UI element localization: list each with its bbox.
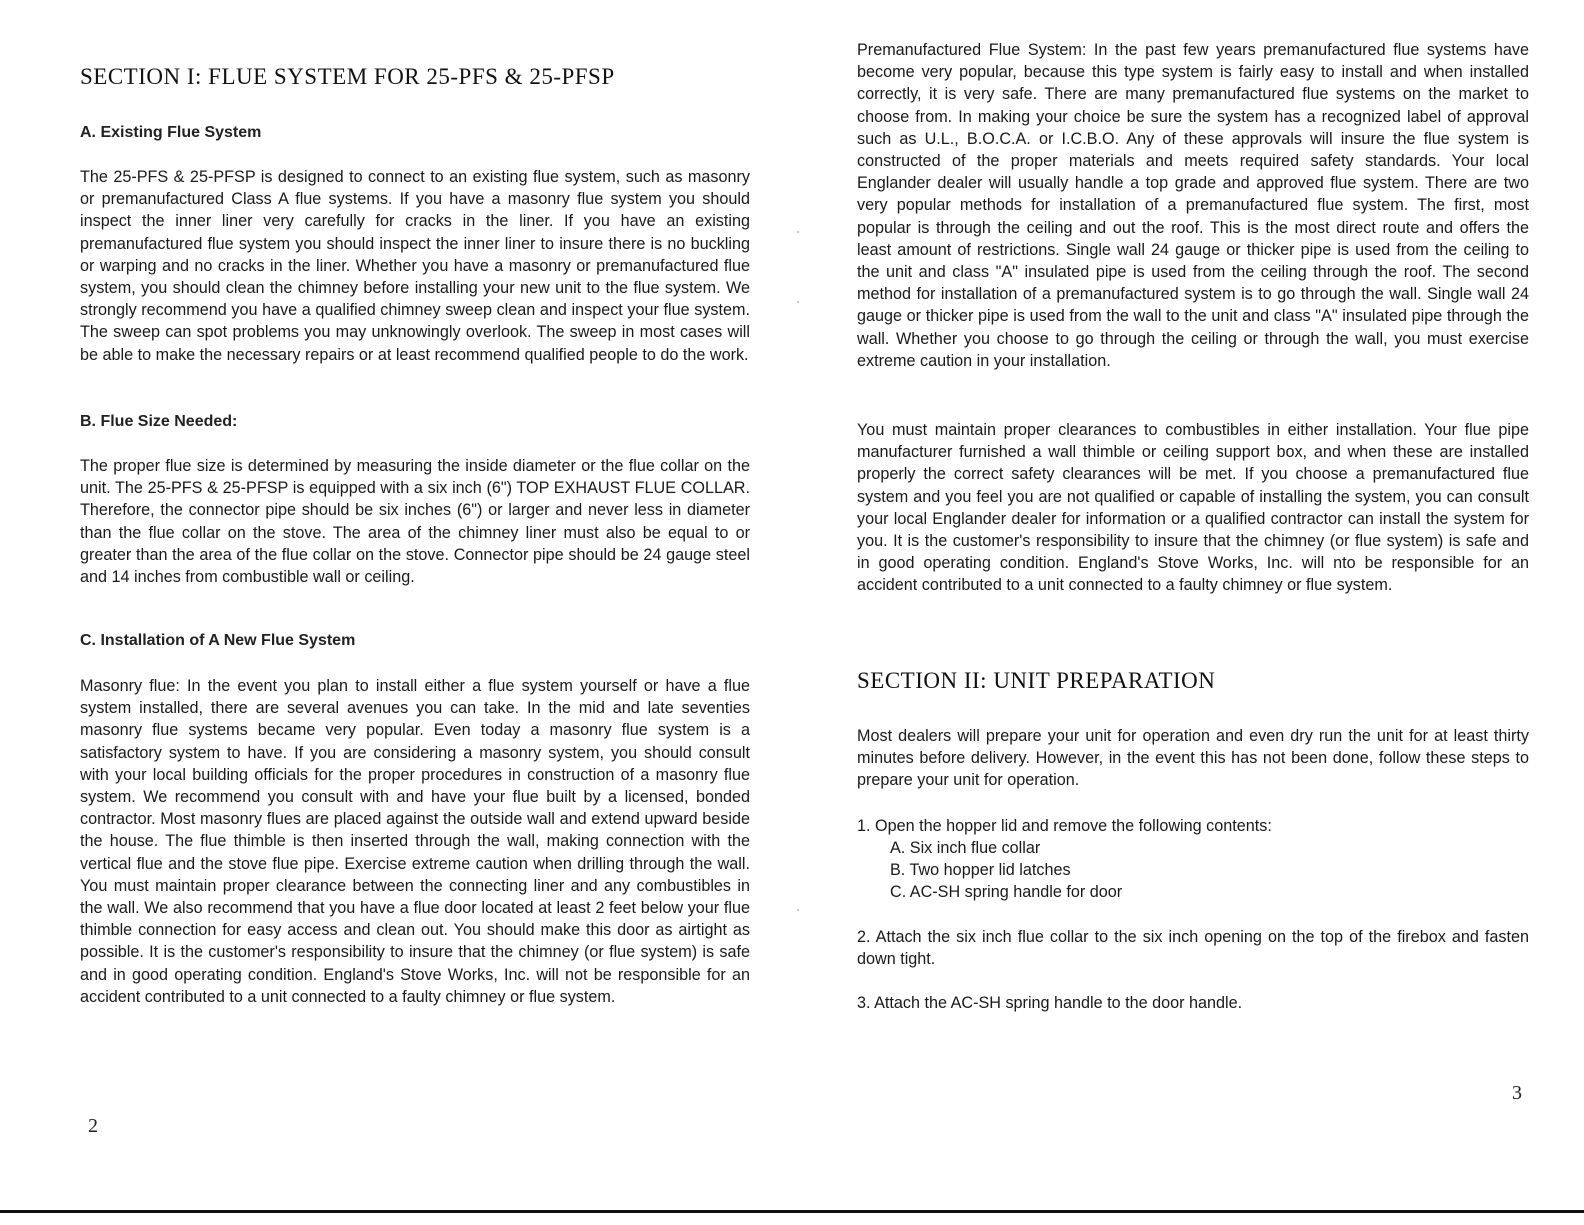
page-number-right: 3 bbox=[1512, 1082, 1522, 1104]
step-2: 2. Attach the six inch flue collar to the six inch opening on the top of the firebox and fasten down tight. bbox=[857, 928, 1529, 969]
scan-speck bbox=[797, 301, 799, 303]
subheading-flue-size: B. Flue Size Needed: bbox=[80, 413, 238, 430]
scan-speck bbox=[797, 909, 799, 911]
paragraph-premanufactured-flue: Premanufactured Flue System: In the past few years premanufactured flue systems have become very popular, because this type system is fairly easy to install and when installed correctly, it is very safe. There are many premanufactured flue systems on the market to choose from. In making your choice be sure the system has a recognized label of approval such as U.L., B.O.C.A. or I.C.B.O. Any of these approvals will insure the flue system is constructed of the proper materials and meets required safety standards. Your local Englander dealer will usually handle a top grade and approved flue system. There are two very popular methods for installation of a premanufactured flue system. The first, most popular is through the ceiling and out the roof. This is the most direct route and offers the least amount of restrictions. Single wall 24 gauge or thicker pipe is used from the ceiling to the unit and class "A" insulated pipe is used from the ceiling through the roof. The second method for installation of a premanufactured system is to go through the wall. Single wall 24 gauge or thicker pipe is used from the wall to the unit and class "A" insulated pipe through the wall. Whether you choose to go through the ceiling or through the wall, you must exercise extreme caution in your installation. bbox=[857, 41, 1529, 370]
section-2-title: SECTION II: UNIT PREPARATION bbox=[857, 668, 1216, 693]
subheading-existing-flue: A. Existing Flue System bbox=[80, 124, 262, 141]
step-1-item-c: C. AC-SH spring handle for door bbox=[890, 883, 1123, 901]
bottom-edge-rule bbox=[0, 1210, 1584, 1213]
paragraph-unit-preparation: Most dealers will prepare your unit for operation and even dry run the unit for at least thirty minutes before delivery. However, in the event this has not been done, follow these steps to prepare your unit for operation. bbox=[857, 727, 1529, 790]
step-1: 1. Open the hopper lid and remove the following contents: bbox=[857, 817, 1272, 835]
paragraph-masonry-flue: Masonry flue: In the event you plan to install either a flue system yourself or have a flue system installed, there are several avenues you can take. In the mid and late seventies masonry flue systems became very popular. Even today a masonry flue system is a satisfactory system to have. If you are considering a masonry system, you should consult with your local building officials for the proper procedures in construction of a masonry flue system. We recommend you consult with and have your flue built by a licensed, bonded contractor. Most masonry flues are placed against the outside wall and extend upward beside the house. The flue thimble is then inserted through the wall, making connection with the vertical flue and the stove flue pipe. Exercise extreme caution when drilling through the wall. You must maintain proper clearance between the connecting liner and any combustibles in the wall. We also recommend that you have a flue door located at least 2 feet below your flue thimble connection for easy access and clean out. You should make this door as airtight as possible. It is the customer's responsibility to insure that the chimney (or flue system) is safe and in good operating condition. England's Stove Works, Inc. will not be responsible for an accident contributed to a unit connected to a faulty chimney or flue system. bbox=[80, 677, 750, 1006]
paragraph-clearances: You must maintain proper clearances to combustibles in either installation. Your flue pipe manufacturer furnished a wall thimble or ceiling support box, and when these are installed properly the correct safety clearances will be met. If you choose a premanufactured flue system and you feel you are not qualified or capable of installing the system, you can consult your local Englander dealer for information or a qualified contractor can install the system for you. It is the customer's responsibility to insure that the chimney (or flue system) is safe and in good operating condition. England's Stove Works, Inc. will nto be responsible for an accident contributed to a unit connected to a faulty chimney or flue system. bbox=[857, 421, 1529, 595]
paragraph-flue-size: The proper flue size is determined by measuring the inside diameter or the flue collar on the unit. The 25-PFS & 25-PFSP is equipped with a six inch (6") TOP EXHAUST FLUE COLLAR. Therefore, the connector pipe should be six inches (6") or larger and never less in diameter than the flue collar on the stove. The area of the chimney liner must also be equal to or greater than the area of the flue collar on the stove. Connector pipe should be 24 gauge steel and 14 inches from combustible wall or ceiling. bbox=[80, 457, 750, 587]
step-1-item-a: A. Six inch flue collar bbox=[890, 839, 1041, 857]
paragraph-existing-flue: The 25-PFS & 25-PFSP is designed to connect to an existing flue system, such as masonry or premanufactured Class A flue systems. If you have a masonry flue system you should inspect the inner liner very carefully for cracks in the liner. If you have an existing premanufactured flue system you should inspect the inner liner to insure there is no buckling or warping and no cracks in the liner. Whether you have a masonry or premanufactured flue system, you should clean the chimney before installing your new unit to the flue system. We strongly recommend you have a qualified chimney sweep clean and inspect your flue system. The sweep can spot problems you may unknowingly overlook. The sweep in most cases will be able to make the necessary repairs or at least recommend qualified people to do the work. bbox=[80, 168, 750, 364]
subheading-new-flue: C. Installation of A New Flue System bbox=[80, 632, 356, 649]
step-1-item-b: B. Two hopper lid latches bbox=[890, 861, 1071, 879]
section-1-title: SECTION I: FLUE SYSTEM FOR 25-PFS & 25-PFSP bbox=[80, 64, 615, 89]
step-3: 3. Attach the AC-SH spring handle to the door handle. bbox=[857, 994, 1243, 1012]
scan-speck bbox=[797, 231, 799, 233]
page-number-left: 2 bbox=[88, 1115, 98, 1137]
